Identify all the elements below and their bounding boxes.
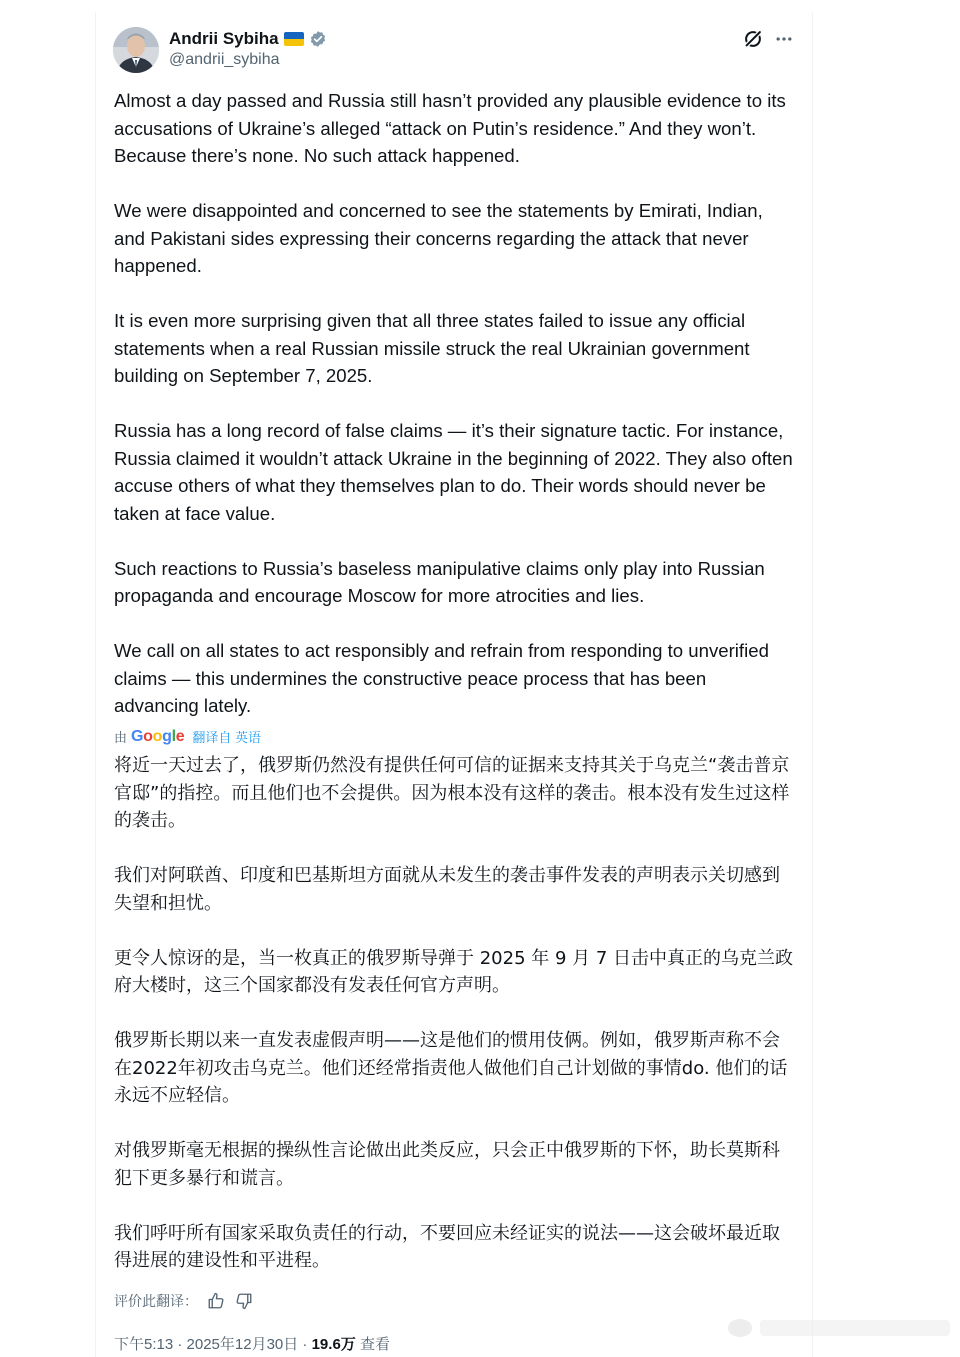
view-count: 19.6万 [311,1336,356,1353]
translation-attribution [114,727,261,746]
thumbs-down-icon[interactable] [234,1291,254,1311]
translated-paragraph: 将近一天过去了，俄罗斯仍然没有提供任何可信的证据来支持其关于乌克兰“袭击普京官邸”的指控。而且他们也不会提供。因为根本没有这样的袭击。根本没有发生过这样的袭击。 [114,755,790,831]
translated-by-label: 由 [114,730,128,745]
tweet-text [114,87,796,720]
tweet-paragraph: Russia has a long record of false claims — it’s their signature tactic. For instance, Russia claimed it wouldn’t attack Ukraine in the beginning of 2022. They also often accuse others of what they themselves plan to do. Their words should never be taken at face value. [114,420,793,524]
translated-paragraph: 我们对阿联酋、印度和巴基斯坦方面就从未发生的袭击事件发表的声明表示关切感到失望和担忧。 [114,865,780,914]
translated-paragraph: 我们呼吁所有国家采取负责任的行动，不要回应未经证实的说法——这会破坏最近取得进展的建设性和平进程。 [114,1222,780,1271]
more-icon[interactable] [772,27,796,51]
tweet-timestamp[interactable]: 下午5:13 · 2025年12月30日 · [114,1336,312,1353]
tweet-paragraph: We were disappointed and concerned to see the statements by Emirati, Indian, and Pakistani sides expressing their concerns regarding the attack that never happened. [114,200,763,276]
translated-paragraph: 对俄罗斯毫无根据的操纵性言论做出此类反应，只会正中俄罗斯的下怀，助长莫斯科犯下更多暴行和谎言。 [114,1140,780,1189]
verified-badge-icon[interactable] [309,30,327,48]
ukraine-flag-icon [284,32,304,46]
tweet-paragraph: Such reactions to Russia’s baseless manipulative claims only play into Russian propaganda and encourage Moscow for more atrocities and lies. [114,557,765,606]
author-avatar[interactable] [113,27,159,73]
author-handle[interactable]: @andrii_sybiha [169,51,280,68]
tweet-meta [114,1333,390,1354]
tweet-paragraph: It is even more surprising given that all three states failed to issue any official statements when a real Russian missile struck the real Ukrainian government building on September 7, 2025. [114,310,750,386]
translated-text [114,752,796,1302]
grok-icon[interactable] [741,27,765,51]
translated-paragraph: 更令人惊讶的是，当一枚真正的俄罗斯导弹于 2025 年 9 月 7 日击中真正的乌克兰政府大楼时，这三个国家都没有发表任何官方声明。 [114,947,794,996]
tweet-paragraph: Almost a day passed and Russia still hasn’t provided any plausible evidence to its accusations of Ukraine’s alleged “attack on Putin’s residence.” And they won’t. Because there’s none. No such attack happened. [114,90,786,166]
thumbs-up-icon[interactable] [206,1291,226,1311]
translated-from-link[interactable]: 翻译自 英语 [192,730,262,745]
rate-translation-label: 评价此翻译： [114,1293,198,1309]
author-name-row[interactable] [169,28,327,50]
views-label: 查看 [355,1336,390,1353]
watermark [722,1312,960,1342]
translated-paragraph: 俄罗斯长期以来一直发表虚假声明——这是他们的惯用伎俩。例如，俄罗斯声称不会在2022年初攻击乌克兰。他们还经常指责他人做他们自己计划做的事情do. 他们的话永远不应轻信。 [114,1030,788,1106]
rate-translation-row [114,1291,254,1311]
tweet-paragraph: We call on all states to act responsibly and refrain from responding to unverified claims — this undermines the constructive peace process that has been advancing lately. [114,640,769,716]
author-name[interactable]: Andrii Sybiha [169,29,279,48]
google-logo: Google [131,727,185,745]
